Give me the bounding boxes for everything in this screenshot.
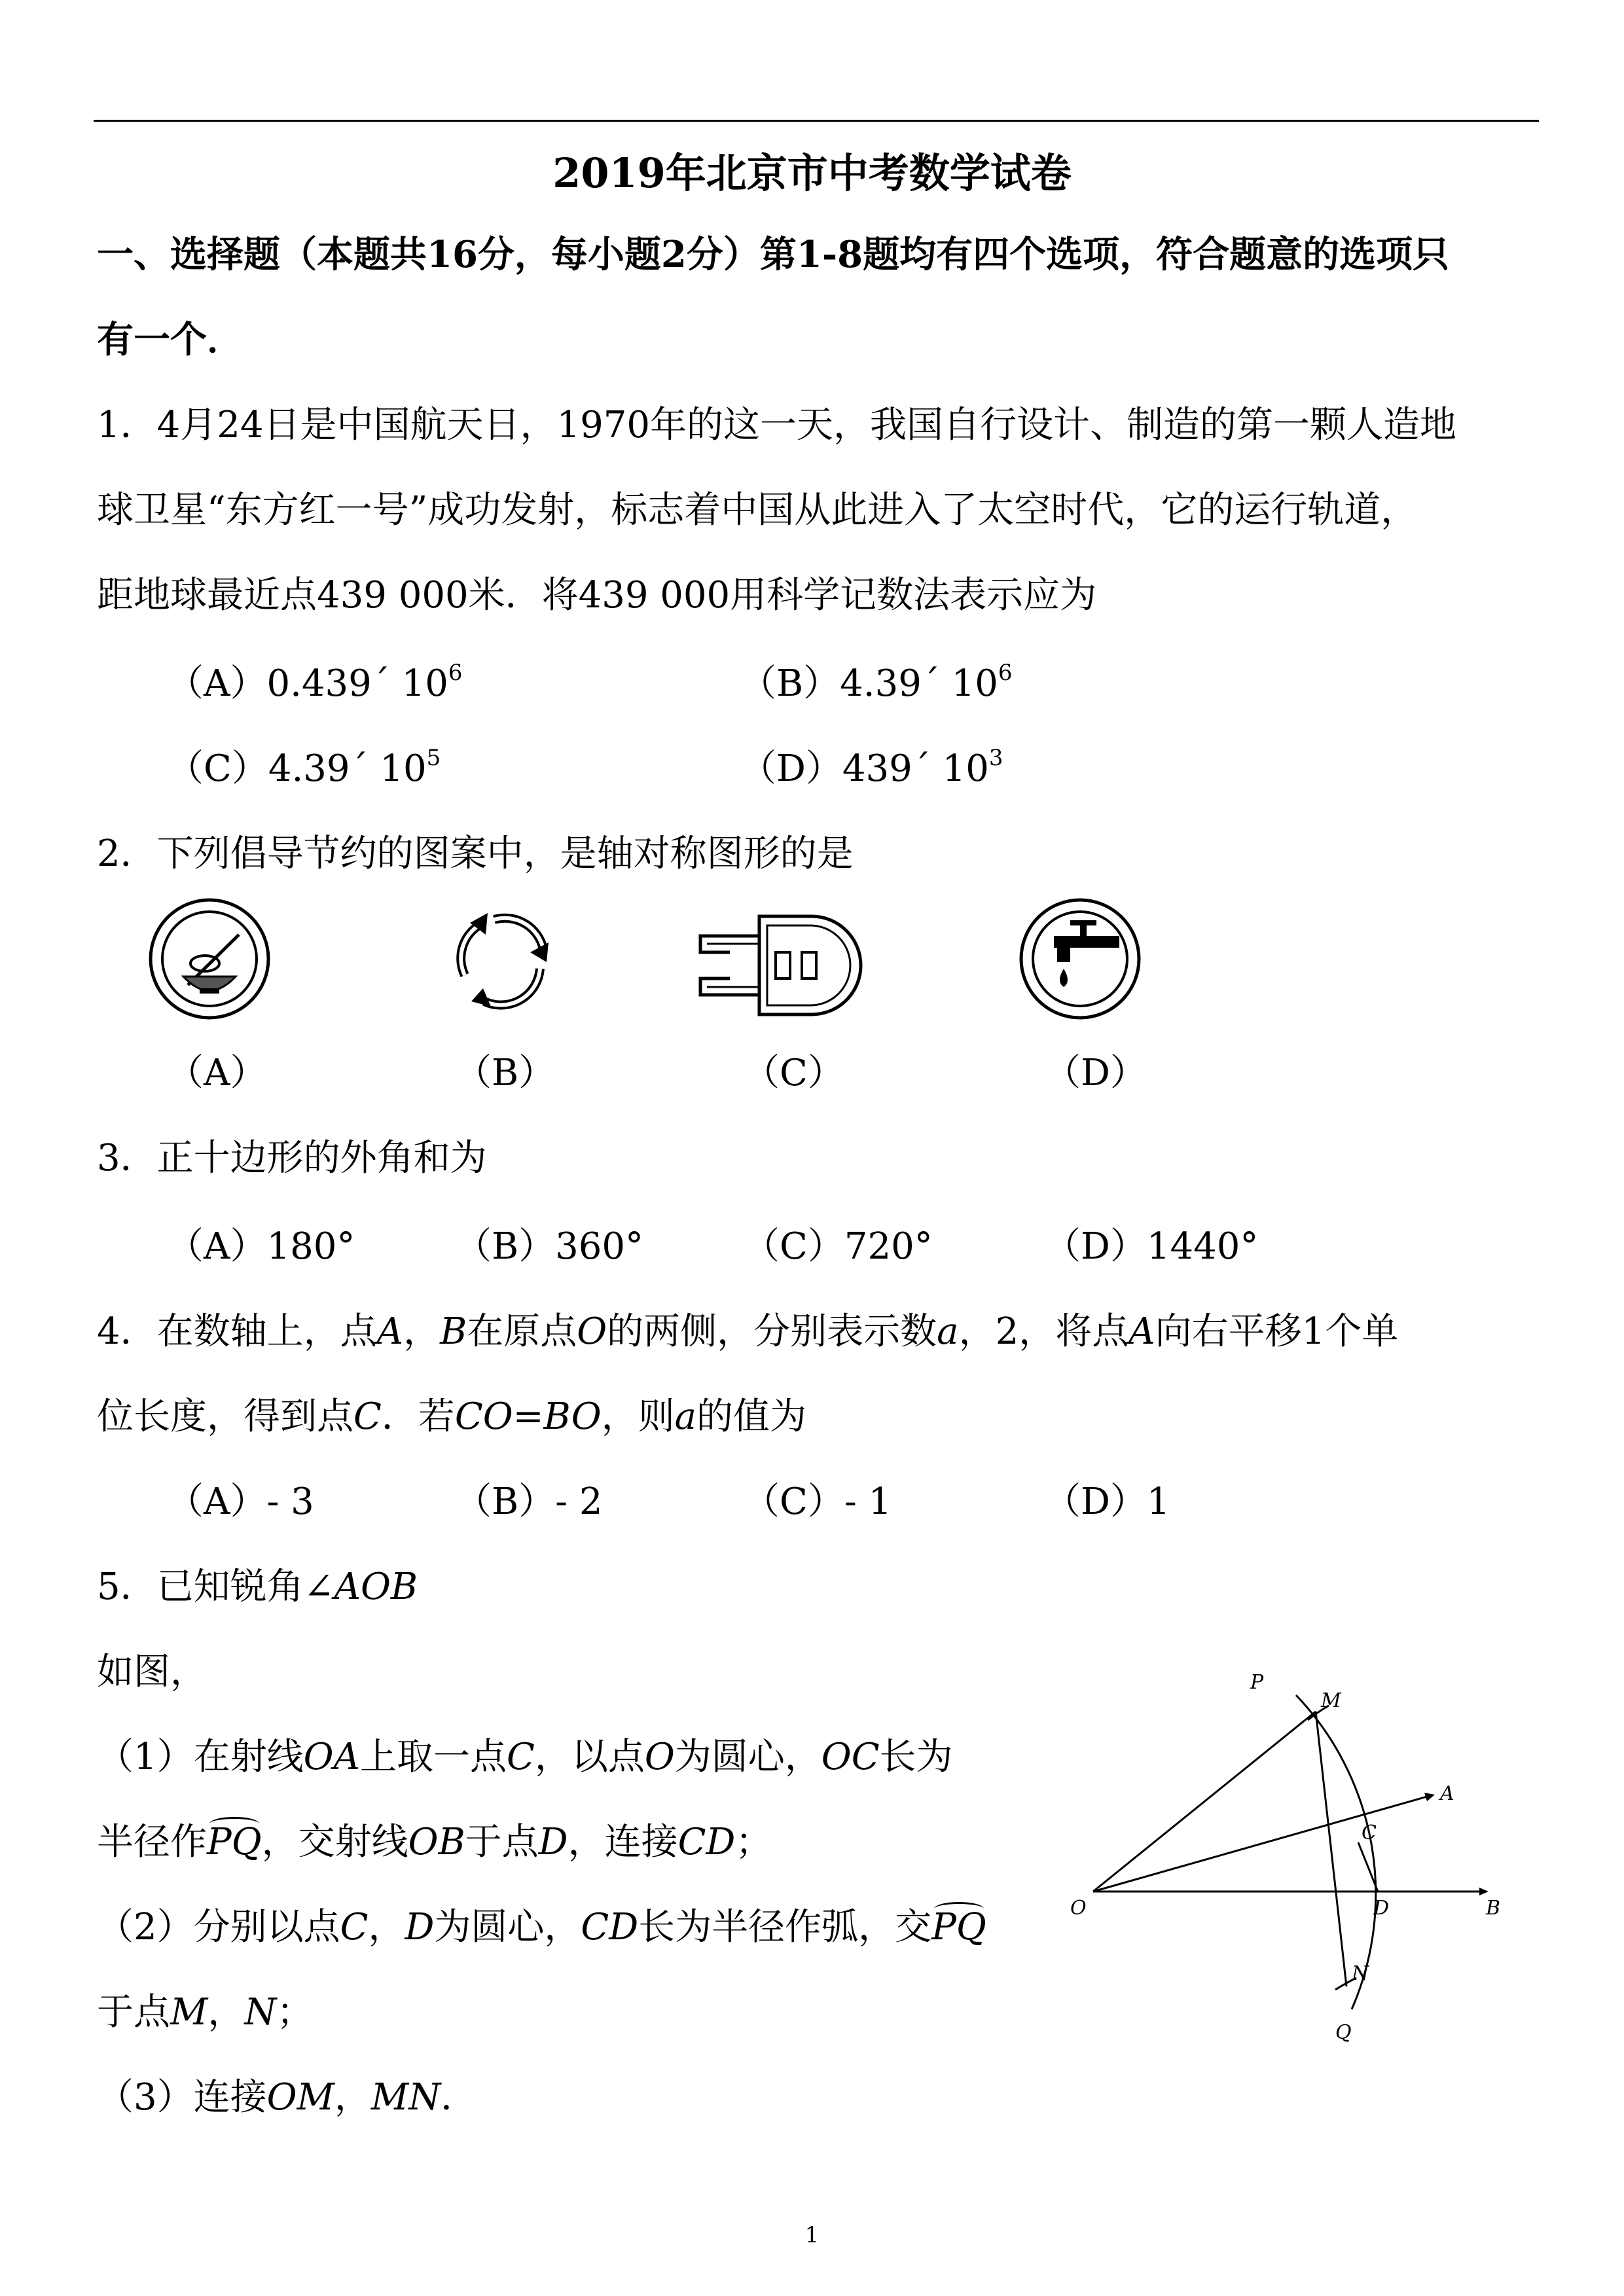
recycle-icon	[439, 897, 566, 1024]
ray-ob-arrow	[1479, 1888, 1489, 1895]
q5-rutu: 如图，	[97, 1651, 207, 1693]
label-o: O	[1070, 1897, 1087, 1920]
q5-stem: 5．已知锐角∠AOB	[97, 1566, 418, 1608]
ray-oa-arrow	[1424, 1793, 1435, 1801]
label-n: N	[1352, 1962, 1369, 1985]
q1-option-b: （B）4.39´ $10^6$	[740, 660, 1013, 705]
label-d: D	[1373, 1897, 1390, 1920]
label-b: B	[1486, 1897, 1501, 1920]
q3-option-a: （A）180°	[167, 1225, 355, 1268]
q3-option-b: （B）360°	[455, 1225, 644, 1268]
page-number: 1	[804, 2222, 820, 2248]
label-c: C	[1362, 1821, 1377, 1844]
segment-mn	[1316, 1712, 1346, 1986]
label-a: A	[1440, 1782, 1454, 1805]
power-plug-icon	[694, 910, 864, 1021]
top-rule	[94, 120, 1539, 122]
ray-oa	[1093, 1797, 1427, 1892]
water-tap-icon	[1018, 897, 1142, 1021]
section1-heading-line1: 一、选择题（本题共16分，每小题2分）第1-8题均有四个选项，符合题意的选项只	[97, 233, 1450, 276]
q4-option-b: （B）- 2	[455, 1480, 603, 1523]
food-saving-icon	[147, 897, 272, 1021]
q1-line3: 距地球最近点439 000米．将439 000用科学记数法表示应为	[97, 574, 1097, 617]
q4-option-d: （D）1	[1044, 1480, 1170, 1523]
q5-step2-line2: 于点M，N；	[97, 1991, 314, 2034]
label-m: M	[1321, 1689, 1341, 1712]
q2-label-d: （D）	[1044, 1052, 1147, 1094]
q1-option-a: （A）0.439´ $10^6$	[167, 660, 463, 705]
q3-option-c: （C）720°	[743, 1225, 933, 1268]
q5-step2-line1: （2）分别以点C，D为圆心，CD长为半径作弧，交PQ	[97, 1906, 986, 1948]
label-p: P	[1250, 1671, 1264, 1694]
q3-stem: 3．正十边形的外角和为	[97, 1137, 487, 1179]
q1-option-c: （C）4.39´ $10^5$	[167, 745, 441, 790]
q4-line1: 4．在数轴上，点A，B在原点O的两侧，分别表示数a，2，将点A向右平移1个单	[97, 1310, 1399, 1353]
q4-option-c: （C）- 1	[743, 1480, 892, 1523]
q2-label-b: （B）	[455, 1052, 556, 1094]
page-title: 2019年北京市中考数学试卷	[552, 149, 1072, 197]
section1-heading-line2: 有一个．	[97, 318, 244, 361]
q3-option-d: （D）1440°	[1044, 1225, 1259, 1268]
q2-label-c: （C）	[743, 1052, 844, 1094]
angle-bisector-diagram	[1060, 1649, 1519, 2055]
q2-label-a: （A）	[167, 1052, 267, 1094]
segment-om	[1093, 1712, 1316, 1892]
q4-option-a: （A）- 3	[167, 1480, 314, 1523]
q5-step1-line1: （1）在射线OA上取一点C，以点O为圆心，OC长为	[97, 1736, 953, 1778]
q1-line1: 1．4月24日是中国航天日，1970年的这一天，我国自行设计、制造的第一颗人造地	[97, 404, 1457, 446]
label-q: Q	[1335, 2021, 1352, 2044]
q5-step3: （3）连接OM，MN．	[97, 2076, 478, 2119]
q4-line2: 位长度，得到点C．若CO=BO，则a的值为	[97, 1395, 807, 1438]
q1-line2: 球卫星“东方红一号”成功发射，标志着中国从此进入了太空时代，它的运行轨道，	[97, 489, 1418, 531]
q5-step1-line2: 半径作PQ，交射线OB于点D，连接CD；	[97, 1821, 772, 1863]
q2-stem: 2．下列倡导节约的图案中，是轴对称图形的是	[97, 833, 854, 875]
q1-option-d: （D）439´ $10^3$	[740, 745, 1003, 790]
